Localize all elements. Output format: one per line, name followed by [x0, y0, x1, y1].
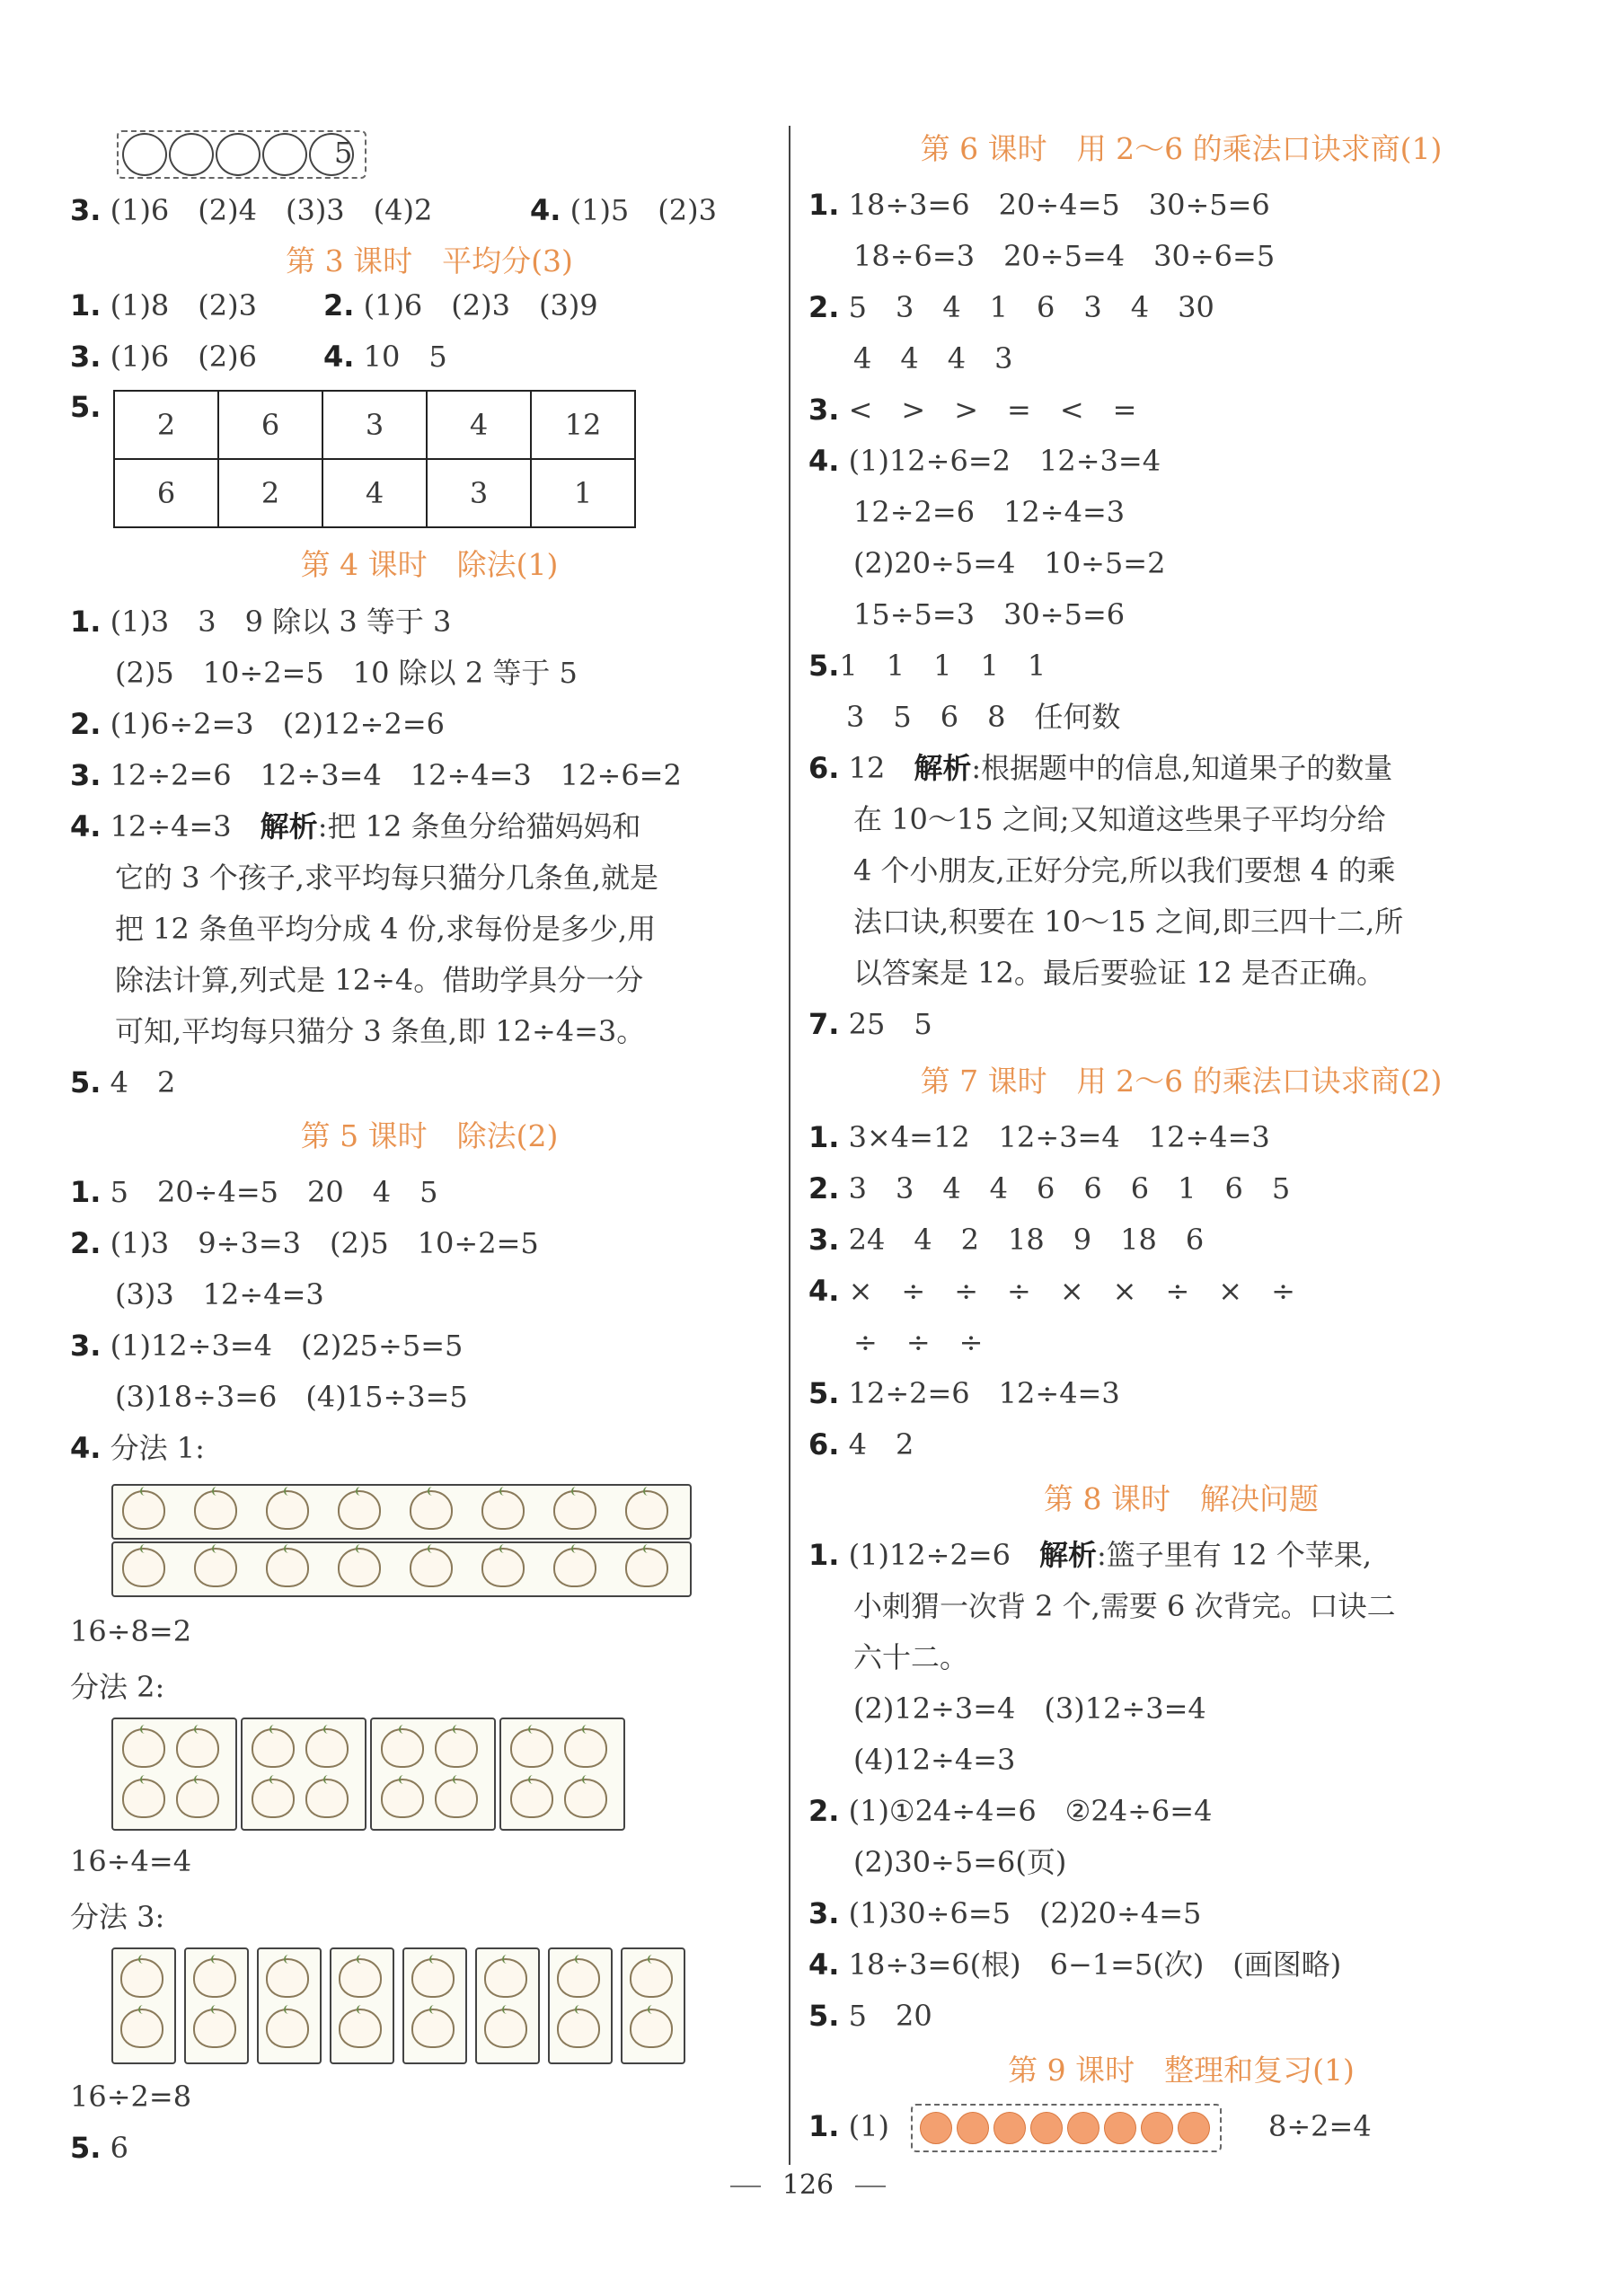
answer-line: 在 10～15 之间;又知道这些果子平均分给 [853, 802, 1386, 836]
answer-text: (1)12÷6=2 12÷3=4 [848, 444, 1161, 478]
answer-text: 3×4=12 12÷3=4 12÷4=3 [848, 1120, 1270, 1154]
table-cell: 6 [114, 459, 218, 527]
question-number: 1. [808, 2109, 840, 2143]
peach-icon [122, 1548, 165, 1587]
peach-icon [122, 1779, 165, 1818]
answer-line [70, 1064, 175, 1100]
peach-icon [564, 1779, 607, 1818]
answer-line: 15÷5=3 30÷5=6 [853, 597, 1126, 631]
section-title: 第 7 课时 用 2～6 的乘法口诀求商(2) [920, 1064, 1443, 1099]
peach-icon [510, 1779, 553, 1818]
answer-line: 小刺猬一次背 2 个,需要 6 次背完。口诀二 [853, 1589, 1396, 1623]
section-title: 第 6 课时 用 2～6 的乘法口诀求商(1) [920, 131, 1443, 166]
peach-icon [176, 1728, 219, 1768]
question-number: 4. [70, 1431, 102, 1465]
peach-icon [484, 1958, 527, 1998]
question-number: 5. [808, 649, 840, 683]
orange-icon [1030, 2112, 1063, 2144]
answer-text: 12÷2=6 12÷3=4 12÷4=3 12÷6=2 [110, 758, 682, 792]
answer-line [70, 339, 257, 375]
answer-text: 18÷3=6(根) 6−1=5(次) (画图略) [848, 1947, 1342, 1982]
page-footer [0, 2169, 1616, 2201]
answer-line: (2)30÷5=6(页) [853, 1845, 1067, 1879]
peach-icon [339, 1958, 382, 1998]
question-number: 5. [808, 1376, 840, 1410]
equation-text: 8÷2=4 [1268, 2109, 1372, 2143]
peach-icon [176, 1779, 219, 1818]
question-number: 2. [323, 288, 355, 322]
answer-text: 6 [110, 2131, 128, 2165]
answer-line [808, 1947, 1341, 1983]
question-number: 1. [808, 1538, 840, 1572]
question-number: 3. [808, 393, 840, 427]
peach-icon [193, 2009, 236, 2048]
question-number: 3. [70, 758, 102, 792]
answer-text: 12 [848, 751, 914, 785]
answer-line [808, 1895, 1201, 1931]
peach-icon [339, 2009, 382, 2048]
circle-shape [169, 133, 214, 176]
peach-icon [564, 1728, 607, 1768]
answer-text: × ÷ ÷ ÷ × × ÷ × ÷ [848, 1274, 1295, 1308]
column-divider [789, 126, 790, 2165]
answer-line: 4 个小朋友,正好分完,所以我们要想 4 的乘 [853, 853, 1396, 887]
peach-icon [630, 2009, 673, 2048]
answer-line [530, 192, 717, 228]
question-number: 4. [70, 809, 102, 843]
answer-line [808, 289, 1214, 325]
answer-line: 18÷6=3 20÷5=4 30÷6=5 [853, 239, 1276, 273]
peach-icon [435, 1728, 478, 1768]
section-title: 第 3 课时 平均分(3) [286, 243, 573, 278]
equation-text: 16÷8=2 [70, 1614, 192, 1648]
answer-line [808, 750, 1392, 786]
peach-icon [193, 1958, 236, 1998]
peach-icon [510, 1728, 553, 1768]
answer-line [323, 287, 598, 323]
answer-text: (1)6 (2)6 [110, 340, 257, 374]
method-label: 分法 2: [70, 1670, 165, 1704]
answer-text: (1) [848, 2109, 889, 2143]
answer-line: (2)5 10÷2=5 10 除以 2 等于 5 [115, 656, 578, 690]
peach-icon [266, 1490, 309, 1530]
peach-icon [338, 1490, 381, 1530]
answer-line: 把 12 条鱼平均分成 4 份,求每份是多少,用 [115, 912, 657, 946]
answer-table [113, 390, 636, 528]
table-cell: 4 [427, 391, 531, 459]
answer-line [808, 1119, 1270, 1155]
answer-line [808, 1170, 1290, 1206]
peach-icon [481, 1490, 525, 1530]
answer-line [70, 1328, 463, 1364]
answer-line: 六十二。 [853, 1640, 969, 1674]
answer-text: (1)3 3 9 除以 3 等于 3 [110, 605, 452, 639]
answer-text: (1)6 (2)4 (3)3 (4)2 [110, 193, 433, 227]
peach-icon [630, 1958, 673, 1998]
orange-icon [1067, 2112, 1099, 2144]
section-title: 第 5 课时 除法(2) [300, 1118, 559, 1153]
answer-line [808, 1222, 1204, 1258]
answer-text: 5 3 4 1 6 3 4 30 [848, 290, 1214, 324]
answer-line [808, 392, 1136, 428]
peach-icon [122, 1728, 165, 1768]
peach-icon [411, 2009, 455, 2048]
answer-text: (1)①24÷4=6 ②24÷6=4 [848, 1794, 1213, 1828]
answer-text: (1)5 (2)3 [570, 193, 717, 227]
orange-icon [1178, 2112, 1210, 2144]
peach-icon [194, 1548, 237, 1587]
answer-line [808, 1375, 1120, 1411]
answer-line [70, 706, 445, 742]
question-number: 6. [808, 751, 840, 785]
peach-icon [557, 1958, 600, 1998]
table-cell: 2 [218, 459, 322, 527]
answer-text: 12÷4=3 [110, 809, 261, 843]
question-number: 5. [808, 1999, 840, 2033]
footer-dash [855, 2186, 886, 2187]
peach-icon [120, 1958, 163, 1998]
equation-text: 16÷2=8 [70, 2080, 192, 2114]
question-number: 3. [70, 340, 102, 374]
table-cell: 12 [531, 391, 635, 459]
answer-line: 3 5 6 8 任何数 [846, 700, 1121, 734]
circle-shape [122, 133, 167, 176]
answer-text: (1)6÷2=3 (2)12÷2=6 [110, 707, 446, 741]
answer-line [70, 389, 101, 425]
answer-text: 分法 1: [110, 1431, 205, 1465]
peach-icon [557, 2009, 600, 2048]
answer-line [808, 1998, 932, 2034]
answer-line: (3)3 12÷4=3 [115, 1277, 324, 1311]
table-row [114, 391, 635, 459]
orange-icon [1141, 2112, 1173, 2144]
peach-icon [338, 1548, 381, 1587]
answer-line: 4 4 4 3 [853, 341, 1013, 375]
answer-text: (1)12÷2=6 [848, 1538, 1039, 1572]
peach-icon [484, 2009, 527, 2048]
answer-line [70, 604, 451, 640]
answer-line [808, 648, 1046, 684]
orange-icon [1104, 2112, 1136, 2144]
peach-icon [553, 1490, 596, 1530]
answer-line [70, 757, 682, 793]
peach-icon [435, 1779, 478, 1818]
answer-text: (1)3 9÷3=3 (2)5 10÷2=5 [110, 1226, 539, 1260]
table-cell: 2 [114, 391, 218, 459]
answer-line: 除法计算,列式是 12÷4。借助学具分一分 [115, 963, 644, 997]
question-number: 6. [808, 1427, 840, 1461]
peach-icon [266, 1548, 309, 1587]
answer-text: 25 5 [848, 1007, 932, 1041]
answer-text: 5 [334, 136, 353, 170]
peach-icon [481, 1548, 525, 1587]
answer-text: 3 3 4 4 6 6 6 1 6 5 [848, 1171, 1291, 1205]
table-row [114, 459, 635, 527]
answer-line: 它的 3 个孩子,求平均每只猫分几条鱼,就是 [115, 861, 659, 895]
answer-text: (1)6 (2)3 (3)9 [363, 288, 598, 322]
circle-shape [216, 133, 261, 176]
answer-line [808, 1273, 1295, 1309]
question-number: 4. [808, 1274, 840, 1308]
answer-line [808, 1793, 1212, 1829]
question-number: 5. [70, 2131, 102, 2165]
question-number: 1. [808, 188, 840, 222]
answer-line [808, 1006, 932, 1042]
footer-dash [730, 2186, 761, 2187]
answer-line: ÷ ÷ ÷ [853, 1325, 984, 1359]
answer-line [808, 187, 1270, 223]
question-number: 4. [808, 444, 840, 478]
peach-icon [266, 1958, 309, 1998]
peach-icon [381, 1728, 424, 1768]
method-label: 分法 3: [70, 1900, 165, 1934]
page-number: 126 [782, 2169, 834, 2201]
answer-line: (4)12÷4=3 [853, 1743, 1016, 1777]
question-number: 2. [808, 1794, 840, 1828]
answer-text: 24 4 2 18 9 18 6 [848, 1223, 1205, 1257]
question-number: 2. [808, 290, 840, 324]
answer-text: :根据题中的信息,知道果子的数量 [971, 751, 1393, 785]
answer-line: 可知,平均每只猫分 3 条鱼,即 12÷4=3。 [115, 1014, 646, 1048]
answer-line: 法口诀,积要在 10～15 之间,即三四十二,所 [853, 905, 1404, 939]
answer-line: (3)18÷3=6 (4)15÷3=5 [115, 1380, 468, 1414]
peach-icon [410, 1490, 453, 1530]
peach-icon [305, 1728, 349, 1768]
answer-text: (1)8 (2)3 [110, 288, 257, 322]
answer-text: < > > = < = [848, 393, 1137, 427]
answer-text: (1)12÷3=4 (2)25÷5=5 [110, 1329, 464, 1363]
question-number: 1. [70, 1175, 102, 1209]
section-title: 第 8 课时 解决问题 [1044, 1481, 1319, 1516]
peach-icon [625, 1490, 668, 1530]
answer-line: (2)20÷5=4 10÷5=2 [853, 546, 1166, 580]
orange-icon [993, 2112, 1026, 2144]
peach-icon [194, 1490, 237, 1530]
answer-line [70, 287, 257, 323]
question-number: 2. [70, 707, 102, 741]
section-title: 第 4 课时 除法(1) [300, 547, 559, 582]
answer-text: 12÷2=6 12÷4=3 [848, 1376, 1120, 1410]
question-number: 5. [70, 1065, 102, 1099]
answer-line [323, 339, 447, 375]
answer-line [70, 1225, 539, 1261]
orange-icon [957, 2112, 989, 2144]
analysis-label: 解析 [260, 809, 318, 843]
peach-icon [252, 1728, 295, 1768]
peach-icon [411, 1958, 455, 1998]
question-number: 4. [323, 340, 355, 374]
question-number: 3. [70, 193, 102, 227]
answer-text: 10 5 [363, 340, 447, 374]
answer-line [808, 2108, 889, 2144]
table-cell: 3 [427, 459, 531, 527]
answer-line [70, 1430, 205, 1466]
question-number: 5. [70, 390, 102, 424]
peach-icon [305, 1779, 349, 1818]
answer-line [808, 1426, 914, 1462]
question-number: 2. [808, 1171, 840, 1205]
question-number: 3. [808, 1896, 840, 1930]
answer-text: 18÷3=6 20÷4=5 30÷5=6 [848, 188, 1270, 222]
answer-text: :篮子里有 12 个苹果, [1097, 1538, 1373, 1572]
answer-line: (2)12÷3=4 (3)12÷3=4 [853, 1691, 1206, 1726]
question-number: 3. [808, 1223, 840, 1257]
peach-icon [120, 2009, 163, 2048]
table-cell: 3 [322, 391, 427, 459]
answer-line: 12÷2=6 12÷4=3 [853, 495, 1126, 529]
peach-icon [122, 1490, 165, 1530]
answer-line: 以答案是 12。最后要验证 12 是否正确。 [853, 956, 1385, 990]
orange-icon [920, 2112, 952, 2144]
answer-text: 4 2 [848, 1427, 914, 1461]
answer-text: :把 12 条鱼分给猫妈妈和 [317, 809, 641, 843]
peach-icon [266, 2009, 309, 2048]
peach-icon [252, 1779, 295, 1818]
circle-shape [262, 133, 307, 176]
question-number: 7. [808, 1007, 840, 1041]
analysis-label: 解析 [1039, 1538, 1098, 1572]
section-title: 第 9 课时 整理和复习(1) [1008, 2053, 1355, 2088]
answer-line [70, 1174, 437, 1210]
answer-text: 5 20÷4=5 20 4 5 [110, 1175, 438, 1209]
answer-line [70, 808, 641, 844]
question-number: 2. [70, 1226, 102, 1260]
answer-line [70, 2130, 128, 2166]
question-number: 4. [530, 193, 561, 227]
answer-line [808, 443, 1161, 479]
equation-text: 16÷4=4 [70, 1844, 192, 1878]
answer-text: 5 20 [848, 1999, 932, 2033]
peach-icon [553, 1548, 596, 1587]
answer-line [70, 192, 432, 228]
answer-text: (1)30÷6=5 (2)20÷4=5 [848, 1896, 1202, 1930]
question-number: 1. [808, 1120, 840, 1154]
question-number: 1. [70, 288, 102, 322]
answer-line [808, 1537, 1372, 1573]
table-cell: 4 [322, 459, 427, 527]
answer-text: 4 2 [110, 1065, 176, 1099]
peach-icon [410, 1548, 453, 1587]
question-number: 3. [70, 1329, 102, 1363]
table-cell: 6 [218, 391, 322, 459]
answer-text: 1 1 1 1 1 [839, 649, 1046, 683]
peach-icon [381, 1779, 424, 1818]
peach-icon [625, 1548, 668, 1587]
question-number: 1. [70, 605, 102, 639]
table-cell: 1 [531, 459, 635, 527]
question-number: 4. [808, 1947, 840, 1982]
analysis-label: 解析 [914, 751, 972, 785]
